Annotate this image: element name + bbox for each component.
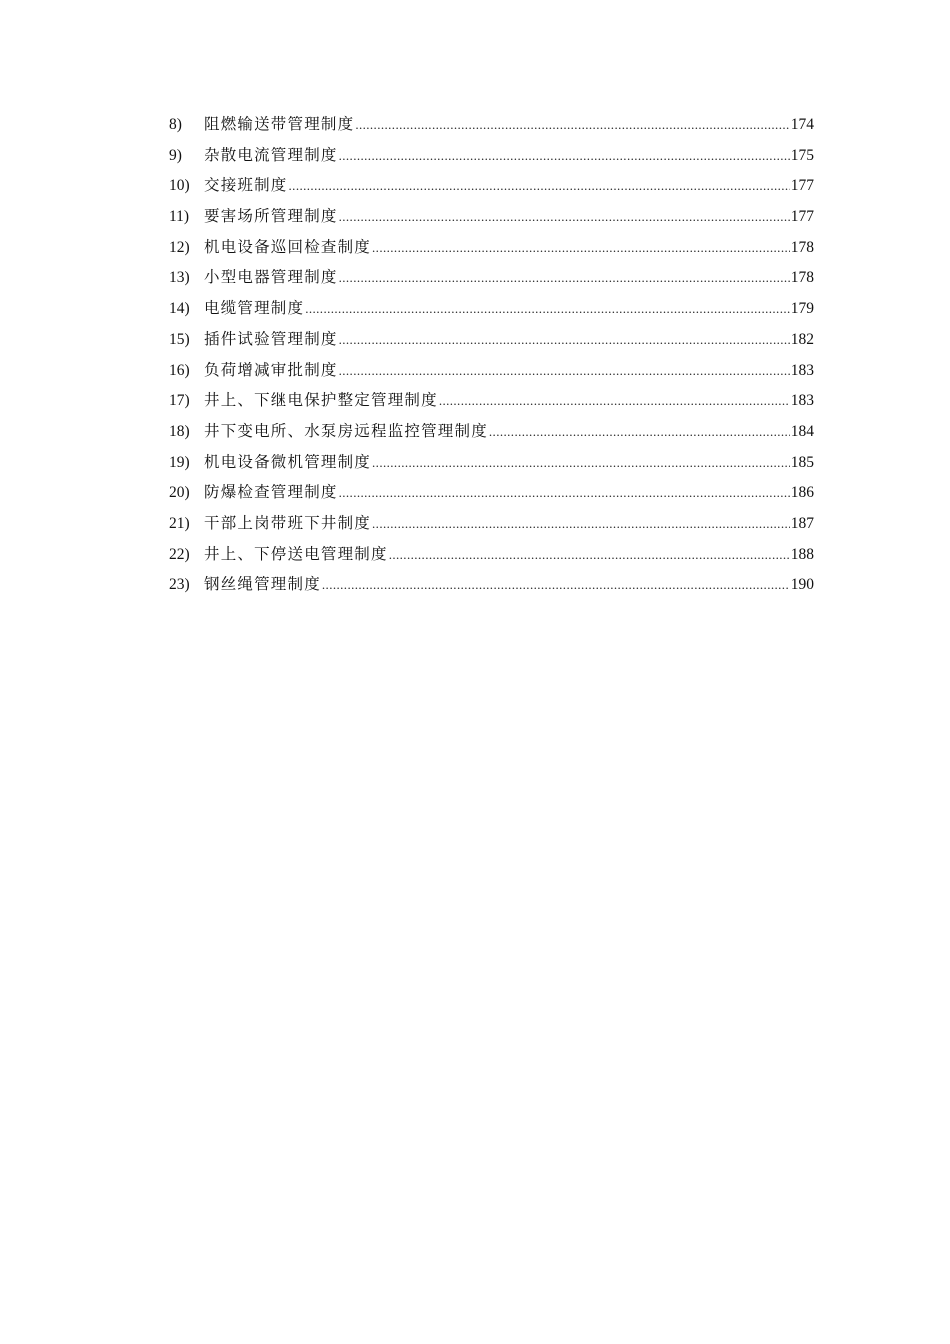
toc-entry-page: 177 [790,208,814,226]
toc-entry-number: 23) [169,576,190,594]
toc-entry-number: 14) [169,300,190,318]
toc-entry[interactable] [169,356,814,387]
toc-entry-page: 178 [790,238,814,256]
dot-leader [339,478,790,509]
toc-entry[interactable] [169,386,814,417]
dot-leader [339,263,790,294]
toc-entry[interactable] [169,263,814,294]
toc-entry-number: 20) [169,484,190,502]
toc-entry[interactable] [169,540,814,571]
toc-entry[interactable] [169,570,814,601]
table-of-contents [169,110,814,601]
toc-entry-title: 负荷增减审批制度 [204,361,338,379]
toc-entry-title: 交接班制度 [204,177,288,195]
toc-entry-title: 井上、下继电保护整定管理制度 [204,392,438,410]
toc-entry-title: 要害场所管理制度 [204,208,338,226]
dot-leader [355,110,789,141]
toc-entry[interactable] [169,233,814,264]
toc-entry-page: 188 [790,545,814,563]
dot-leader [339,202,790,233]
toc-entry-number: 10) [169,177,190,195]
toc-entry-title: 干部上岗带班下井制度 [204,514,372,532]
toc-entry-page: 187 [790,514,814,532]
toc-entry-number: 8) [169,116,182,133]
toc-entry-number: 18) [169,422,190,440]
toc-entry-page: 175 [790,146,814,164]
dot-leader [389,540,790,571]
dot-leader [372,448,790,479]
dot-leader [489,417,790,448]
toc-entry-number: 9) [169,146,182,164]
toc-entry-page: 174 [790,116,814,133]
toc-entry-number: 15) [169,330,190,348]
toc-entry[interactable] [169,325,814,356]
toc-entry-page: 186 [790,484,814,502]
toc-entry-number: 12) [169,238,190,256]
toc-entry-title: 机电设备微机管理制度 [204,453,372,471]
dot-leader [339,356,790,387]
dot-leader [372,233,790,264]
toc-entry-page: 177 [790,177,814,195]
toc-entry-page: 182 [790,330,814,348]
dot-leader [305,294,790,325]
toc-entry[interactable] [169,509,814,540]
toc-entry-title: 插件试验管理制度 [204,330,338,348]
toc-entry-title: 防爆检查管理制度 [204,484,338,502]
dot-leader [339,325,790,356]
toc-entry-number: 17) [169,392,190,410]
toc-entry[interactable] [169,202,814,233]
toc-entry-title: 杂散电流管理制度 [204,146,338,164]
toc-entry[interactable] [169,417,814,448]
toc-entry-title: 机电设备巡回检查制度 [204,238,372,256]
toc-entry-number: 21) [169,514,190,532]
toc-entry-title: 钢丝绳管理制度 [204,576,321,594]
toc-entry[interactable] [169,294,814,325]
toc-entry[interactable] [169,171,814,202]
toc-entry-number: 19) [169,453,190,471]
toc-entry-title: 井下变电所、水泵房远程监控管理制度 [204,422,488,440]
toc-entry-page: 184 [790,422,814,440]
toc-entry-page: 178 [790,269,814,287]
toc-entry-number: 22) [169,545,190,563]
toc-entry-title: 小型电器管理制度 [204,269,338,287]
toc-entry-title: 电缆管理制度 [204,300,305,318]
toc-entry[interactable] [169,478,814,509]
dot-leader [372,509,790,540]
toc-entry-title: 阻燃输送带管理制度 [204,116,355,133]
toc-entry-number: 13) [169,269,190,287]
toc-entry[interactable] [169,448,814,479]
toc-entry-page: 190 [790,576,814,594]
toc-entry-page: 183 [790,361,814,379]
dot-leader [439,386,790,417]
dot-leader [289,171,790,202]
toc-entry-page: 183 [790,392,814,410]
toc-entry[interactable] [169,110,814,141]
toc-entry-page: 179 [790,300,814,318]
dot-leader [322,570,790,601]
toc-entry-page: 185 [790,453,814,471]
toc-entry[interactable] [169,141,814,172]
toc-entry-title: 井上、下停送电管理制度 [204,545,388,563]
dot-leader [339,141,790,172]
toc-entry-number: 16) [169,361,190,379]
toc-entry-number: 11) [169,208,190,226]
